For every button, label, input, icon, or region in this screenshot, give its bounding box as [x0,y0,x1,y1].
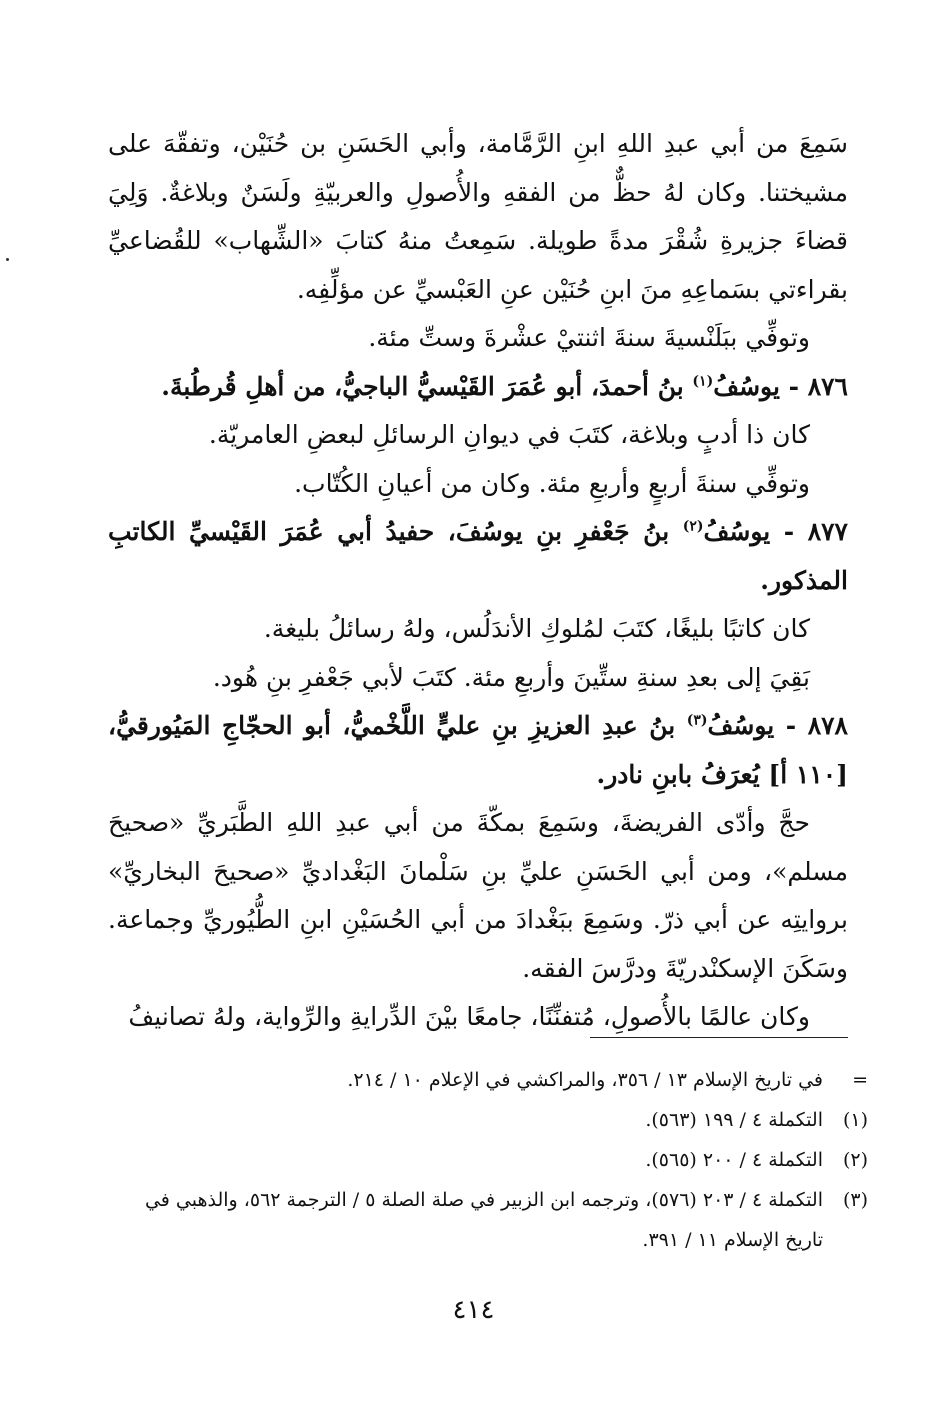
entry-title-rest: بنُ أحمدَ، أبو عُمَرَ القَيْسيُّ الباجيُّ، من أهلِ قُرطُبةَ. [161,371,684,401]
entry-number: ٨٧٨ [807,711,848,740]
footnote [108,1140,868,1180]
entry-name: يوسُفُ [713,371,780,401]
footnote [108,1180,868,1260]
entry-heading-878: ٨٧٨ - يوسُفُ$^{(٣)}$ بنُ عبدِ العزيزِ بنِ عليٍّ اللَّخْميُّ، أبو الحجّاجِ المَيُورقيُّ، [١١٠ أ] يُعرَفُ بابنِ نادر. [108,711,848,789]
paragraph: وتوفِّي سنةَ أربعٍ وأربعِ مئة. وكان من أعيانِ الكُتّاب. [294,468,810,498]
footnote-mark: (١) [842,1109,868,1131]
entry-name: يوسُفُ [703,517,771,546]
paragraph: وتوفِّي ببَلَنْسيةَ سنةَ اثنتيْ عشْرةَ وستِّ مئة. [368,323,810,352]
entry-title-rest: بنُ عبدِ العزيزِ بنِ عليٍّ اللَّخْميُّ، أبو الحجّاجِ المَيُورقيُّ، [١١٠ أ] يُعرَفُ بابنِ نادر. [108,711,848,789]
paragraph: سَمِعَ من أبي عبدِ اللهِ ابنِ الرَّمَّامة، وأبي الحَسَنِ بن حُنَيْن، وتفقّهَ على مشيختنا. وكان لهُ حظٌّ من الفقهِ والأُصولِ والعربيّةِ ولَسَنٌ وبلاغةٌ. وَلِيَ قضاءَ جزيرةِ شُقْرَ مدةً طويلة. سَمِعتُ منهُ كتابَ «الشِّهاب» للقُضاعيِّ بقراءتي بسَماعِهِ منَ ابنِ حُنَيْن عنِ العَبْسيِّ عن مؤلِّفِه. [108,129,848,304]
footnote-separator [590,1037,848,1038]
footnote-ref: (٣) [686,712,708,729]
footnote-mark: = [852,1069,868,1091]
paragraph: كان ذا أدبٍ وبلاغة، كتَبَ في ديوانِ الرسائلِ لبعضِ العامريّة. [208,420,810,449]
footnote [108,1060,868,1100]
page-number: ٤١٤ [452,1295,495,1325]
footnote-text: التكملة ٤ / ٢٠٠ (٥٦٥). [645,1149,823,1171]
footnotes [108,1060,868,1260]
scan-speck [6,258,9,261]
entry-title-rest: بنُ جَعْفرِ بنِ يوسُفَ، حفيدُ أبي عُمَرَ القَيْسيِّ الكاتبِ المذكور. [108,517,848,595]
footnote-mark: (٣) [842,1189,868,1211]
entry-heading-876: ٨٧٦ - يوسُفُ$^{(١)}$ بنُ أحمدَ، أبو عُمَرَ القَيْسيُّ الباجيُّ، من أهلِ قُرطُبةَ. [161,371,848,401]
footnote-text: التكملة ٤ / ١٩٩ (٥٦٣). [645,1109,823,1131]
footnote-ref: (٢) [682,518,704,535]
footnote [108,1100,868,1140]
paragraph: كان كاتبًا بليغًا، كتَبَ لمُلوكِ الأندَلُس، ولهُ رسائلُ بليغة. [263,614,810,643]
footnote-text: في تاريخ الإسلام ١٣ / ٣٥٦، والمراكشي في الإعلام ١٠ / ٢١٤. [347,1069,823,1091]
entry-number: ٨٧٦ [807,371,848,401]
entry-number: ٨٧٧ [807,517,848,546]
paragraph: بَقِيَ إلى بعدِ سنةِ ستِّينَ وأربعِ مئة. كتَبَ لأبي جَعْفرِ بنِ هُود. [212,662,810,692]
footnote-ref: (١) [692,373,714,390]
main-text [108,120,848,1042]
entry-name: يوسُفُ [707,711,775,740]
paragraph: حجَّ وأدّى الفريضةَ، وسَمِعَ بمكّةَ من أبي عبدِ اللهِ الطَّبَريِّ «صحيحَ مسلم»، ومن أبي الحَسَنِ عليِّ بنِ سَلْمانَ البَغْداديِّ «صحيحَ البخاريِّ» بروايتِه عن أبي ذرّ. وسَمِعَ ببَغْدادَ من أبي الحُسَيْنِ ابنِ الطُّيُوريِّ وجماعة. وسَكَنَ الإسكنْدريّةَ ودرَّسَ الفقه. [108,808,848,983]
entry-heading-877: ٨٧٧ - يوسُفُ$^{(٢)}$ بنُ جَعْفرِ بنِ يوسُفَ، حفيدُ أبي عُمَرَ القَيْسيِّ الكاتبِ المذكور. [108,517,848,595]
footnote-text: التكملة ٤ / ٢٠٣ (٥٧٦)، وترجمه ابن الزبير في صلة الصلة ٥ / الترجمة ٥٦٢، والذهبي في تاريخ الإسلام ١١ / ٣٩١. [144,1189,823,1251]
footnote-mark: (٢) [842,1149,868,1171]
paragraph: وكان عالمًا بالأُصولِ، مُتفنِّنًا، جامعًا بيْنَ الدِّرايةِ والرِّواية، ولهُ تصانيفُ [128,1002,810,1031]
